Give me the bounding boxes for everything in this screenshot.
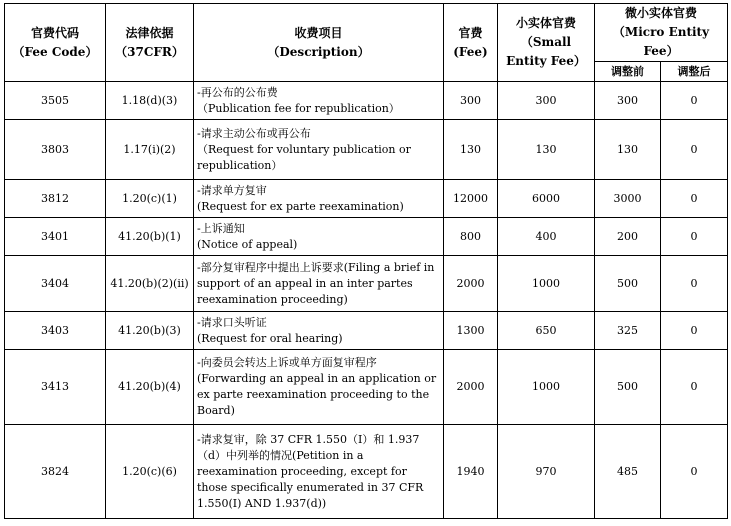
description-en: (Request for ex parte reexamination) — [197, 199, 404, 213]
description-zh: -部分复审程序中提出上诉要求 — [197, 260, 344, 274]
micro-before-cell: 500 — [595, 350, 661, 425]
fee-table — [4, 3, 728, 519]
table-row — [5, 82, 728, 120]
micro-after-cell: 0 — [661, 218, 728, 256]
header-fee-en: (Fee) — [453, 44, 488, 59]
header-legal-basis — [106, 4, 194, 82]
table-row — [5, 218, 728, 256]
description-cell — [194, 256, 444, 312]
description-cell — [194, 425, 444, 519]
fee-cell: 1940 — [444, 425, 498, 519]
fee-code-cell: 3413 — [5, 350, 106, 425]
micro-before-cell: 200 — [595, 218, 661, 256]
micro-before-cell: 130 — [595, 120, 661, 180]
header-small-entity — [498, 4, 595, 82]
description-en: (Filing a brief in support of an appeal in an inter partes reexamination proceeding) — [197, 260, 435, 306]
fee-code-cell: 3401 — [5, 218, 106, 256]
fee-cell: 300 — [444, 82, 498, 120]
cfr-cell: 41.20(b)(3) — [106, 312, 194, 350]
table-row — [5, 350, 728, 425]
micro-before-cell: 3000 — [595, 180, 661, 218]
cfr-cell: 41.20(b)(1) — [106, 218, 194, 256]
description-en: (Petition in a reexamination proceeding, except for those specifically enumerated in 37 CFR 1.550(I) AND 1.937(d)) — [197, 448, 424, 510]
table-row — [5, 425, 728, 519]
table-row — [5, 120, 728, 180]
description-en: (Notice of appeal) — [197, 237, 298, 251]
header-legal-zh: 法律依据 — [125, 25, 174, 40]
small-entity-cell: 6000 — [498, 180, 595, 218]
table-row — [5, 256, 728, 312]
header-fee-code-zh: 官费代码 — [30, 25, 79, 40]
header-micro-entity — [595, 4, 728, 62]
header-desc-zh: 收费项目 — [294, 25, 343, 40]
description-en: (Forwarding an appeal in an application or ex parte reexamination proceeding to the Board) — [197, 372, 437, 417]
header-fee-zh: 官费 — [458, 25, 483, 40]
header-micro-before: 调整前 — [595, 62, 661, 82]
header-micro-after: 调整后 — [661, 62, 728, 82]
description-cell — [194, 180, 444, 218]
fee-cell: 130 — [444, 120, 498, 180]
micro-after-cell: 0 — [661, 312, 728, 350]
description-cell — [194, 312, 444, 350]
description-zh: -请求主动公布或再公布 — [197, 126, 311, 140]
fee-cell: 2000 — [444, 350, 498, 425]
small-entity-cell: 650 — [498, 312, 595, 350]
micro-after-cell: 0 — [661, 425, 728, 519]
micro-after-cell: 0 — [661, 350, 728, 425]
header-desc-en: （Description） — [267, 44, 370, 59]
fee-code-cell: 3403 — [5, 312, 106, 350]
micro-after-cell: 0 — [661, 256, 728, 312]
micro-before-cell: 500 — [595, 256, 661, 312]
small-entity-cell: 300 — [498, 82, 595, 120]
micro-before-cell: 485 — [595, 425, 661, 519]
description-zh: -请求口头听证 — [197, 315, 267, 329]
fee-code-cell: 3404 — [5, 256, 106, 312]
description-cell — [194, 120, 444, 180]
description-zh: -向委员会转达上诉或单方面复审程序 — [197, 356, 377, 369]
table-row — [5, 180, 728, 218]
header-fee-code — [5, 4, 106, 82]
small-entity-cell: 970 — [498, 425, 595, 519]
description-en: (Request for oral hearing) — [197, 331, 343, 345]
header-description — [194, 4, 444, 82]
cfr-cell: 1.20(c)(1) — [106, 180, 194, 218]
header-micro-en: （Micro Entity Fee） — [612, 25, 710, 58]
header-micro-zh: 微小实体官费 — [625, 6, 698, 20]
description-zh: -请求复审，除 37 CFR 1.550（I）和 1.937（d）中列举的情况 — [197, 432, 420, 462]
fee-code-cell: 3505 — [5, 82, 106, 120]
fee-code-cell: 3812 — [5, 180, 106, 218]
micro-before-cell: 325 — [595, 312, 661, 350]
cfr-cell: 41.20(b)(2)(ii) — [106, 256, 194, 312]
description-zh: -上诉通知 — [197, 221, 245, 235]
cfr-cell: 41.20(b)(4) — [106, 350, 194, 425]
fee-cell: 2000 — [444, 256, 498, 312]
header-small-en: （Small Entity Fee） — [506, 35, 586, 68]
description-en: （Request for voluntary publication or republication） — [197, 142, 411, 172]
fee-code-cell: 3803 — [5, 120, 106, 180]
description-zh: -请求单方复审 — [197, 183, 267, 197]
small-entity-cell: 1000 — [498, 350, 595, 425]
header-row — [5, 4, 728, 62]
cfr-cell: 1.18(d)(3) — [106, 82, 194, 120]
header-fee-code-en: （Fee Code） — [12, 44, 98, 59]
small-entity-cell: 1000 — [498, 256, 595, 312]
fee-cell: 800 — [444, 218, 498, 256]
header-fee — [444, 4, 498, 82]
description-cell — [194, 218, 444, 256]
cfr-cell: 1.20(c)(6) — [106, 425, 194, 519]
cfr-cell: 1.17(i)(2) — [106, 120, 194, 180]
description-zh: -再公布的公布费 — [197, 85, 278, 99]
table-row — [5, 312, 728, 350]
micro-after-cell: 0 — [661, 180, 728, 218]
description-en: （Publication fee for republication） — [197, 101, 400, 115]
small-entity-cell: 130 — [498, 120, 595, 180]
fee-cell: 12000 — [444, 180, 498, 218]
fee-code-cell: 3824 — [5, 425, 106, 519]
description-cell — [194, 350, 444, 425]
micro-before-cell: 300 — [595, 82, 661, 120]
micro-after-cell: 0 — [661, 120, 728, 180]
fee-cell: 1300 — [444, 312, 498, 350]
header-legal-en: （37CFR） — [115, 44, 184, 59]
small-entity-cell: 400 — [498, 218, 595, 256]
micro-after-cell: 0 — [661, 82, 728, 120]
description-cell — [194, 82, 444, 120]
header-small-zh: 小实体官费 — [515, 16, 576, 30]
